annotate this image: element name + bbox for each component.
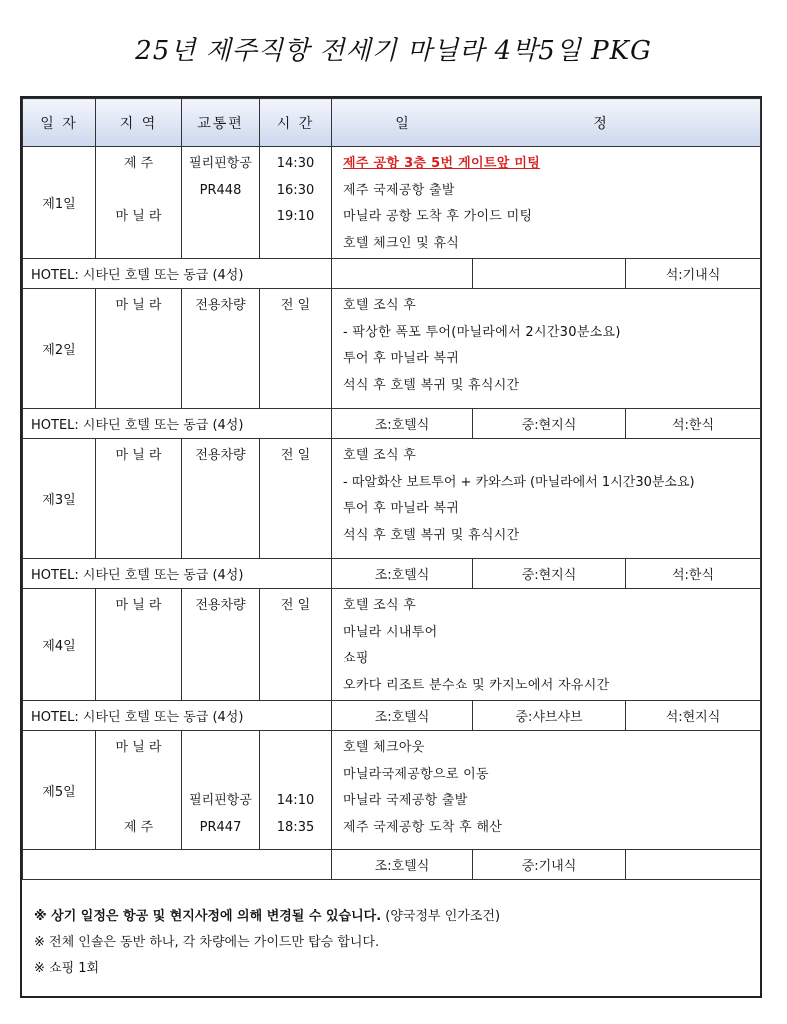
meal-dinner <box>626 850 761 880</box>
header-schedule: 일 정 <box>332 99 761 147</box>
transport-cell <box>182 289 260 409</box>
day-label: 제4일 <box>23 589 96 701</box>
note-guide: ※ 전체 인솔은 동반 하나, 각 차량에는 가이드만 탑승 합니다. <box>34 935 380 950</box>
transport-cell <box>182 439 260 559</box>
time-line: 18:35 <box>276 819 315 835</box>
schedule-line: 오카다 리조트 분수쇼 및 카지노에서 자유시간 <box>343 677 610 693</box>
transport-line: PR447 <box>199 819 242 835</box>
time-line: 전 일 <box>280 298 311 313</box>
schedule-cell <box>332 289 761 409</box>
time-line: 14:30 <box>276 156 315 171</box>
schedule-cell <box>332 147 761 259</box>
schedule-line: 제주 국제공항 출발 <box>343 182 455 198</box>
time-line <box>260 735 331 762</box>
time-cell <box>260 289 332 409</box>
transport-cell <box>182 731 260 850</box>
schedule-line: 마닐라국제공항으로 이동 <box>343 766 489 782</box>
transport-line: 전용차량 <box>195 298 246 313</box>
notes-section <box>34 904 500 982</box>
schedule-cell <box>332 589 761 701</box>
region-cell <box>96 589 182 701</box>
transport-line: 전용차량 <box>195 448 246 463</box>
schedule-line: 마닐라 국제공항 출발 <box>343 793 468 808</box>
day-label: 제5일 <box>23 731 96 850</box>
region-line: 마 닐 라 <box>115 598 162 613</box>
time-line: 전 일 <box>280 598 311 613</box>
transport-line: 필리핀항공 <box>189 156 252 171</box>
day-row <box>23 289 761 409</box>
schedule-line: 제주 국제공항 도착 후 해산 <box>343 819 503 835</box>
region-line: 마 닐 라 <box>115 209 162 224</box>
day-label: 제2일 <box>23 289 96 409</box>
time-line: 19:10 <box>276 209 315 224</box>
day-row <box>23 731 761 850</box>
schedule-line: - 팍상한 폭포 투어(마닐라에서 2시간30분소요) <box>343 324 621 340</box>
region-cell <box>96 439 182 559</box>
region-line: 마 닐 라 <box>115 740 162 755</box>
meal-lunch: 중:샤브샤브 <box>473 701 626 731</box>
hotel-info <box>23 850 332 880</box>
region-line: 마 닐 라 <box>115 448 162 463</box>
schedule-line: 마닐라 공항 도착 후 가이드 미팅 <box>343 209 533 224</box>
header-region: 지 역 <box>96 99 182 147</box>
region-cell <box>96 289 182 409</box>
note-schedule-change <box>34 904 500 930</box>
header-transport: 교통편 <box>182 99 260 147</box>
region-line: 제 주 <box>123 156 154 171</box>
time-line: 14:10 <box>276 793 315 808</box>
time-line: 16:30 <box>276 182 315 198</box>
header-day: 일 자 <box>23 99 96 147</box>
schedule-line: 호텔 체크인 및 휴식 <box>343 235 460 251</box>
meal-lunch: 중:기내식 <box>473 850 626 880</box>
transport-line: PR448 <box>199 182 242 198</box>
schedule-line: 호텔 조식 후 <box>343 448 417 463</box>
meeting-point-highlight: 제주 공항 3층 5번 게이트앞 미팅 <box>343 156 541 171</box>
time-cell <box>260 439 332 559</box>
meal-dinner: 석:기내식 <box>626 259 761 289</box>
meal-row <box>23 850 761 880</box>
day-label: 제1일 <box>23 147 96 259</box>
transport-cell <box>182 589 260 701</box>
meal-breakfast: 조:호텔식 <box>332 701 473 731</box>
schedule-line: - 따알화산 보트투어 + 카와스파 (마닐라에서 1시간30분소요) <box>343 474 695 490</box>
region-line <box>96 788 181 815</box>
hotel-info: HOTEL: 시타딘 호텔 또는 동급 (4성) <box>23 559 332 589</box>
region-cell <box>96 731 182 850</box>
meal-lunch: 중:현지식 <box>473 409 626 439</box>
time-line <box>260 762 331 789</box>
day-label: 제3일 <box>23 439 96 559</box>
transport-line: 전용차량 <box>195 598 246 613</box>
hotel-row <box>23 259 761 289</box>
hotel-row <box>23 701 761 731</box>
meal-lunch: 중:현지식 <box>473 559 626 589</box>
hotel-row <box>23 559 761 589</box>
meal-dinner: 석:현지식 <box>626 701 761 731</box>
region-line: 마 닐 라 <box>115 298 162 313</box>
region-cell <box>96 147 182 259</box>
schedule-line: 마닐라 시내투어 <box>343 624 438 640</box>
meal-dinner: 석:한식 <box>626 409 761 439</box>
itinerary-sheet <box>20 96 762 998</box>
schedule-line: 호텔 체크아웃 <box>343 740 425 755</box>
schedule-line: 투어 후 마닐라 복귀 <box>343 501 460 516</box>
meal-breakfast <box>332 259 473 289</box>
meal-breakfast: 조:호텔식 <box>332 559 473 589</box>
hotel-info: HOTEL: 시타딘 호텔 또는 동급 (4성) <box>23 409 332 439</box>
time-cell <box>260 147 332 259</box>
time-cell <box>260 589 332 701</box>
day-row <box>23 589 761 701</box>
schedule-line: 투어 후 마닐라 복귀 <box>343 351 460 366</box>
note-schedule-change-bold: ※ 상기 일정은 항공 및 현지사정에 의해 변경될 수 있습니다. <box>34 909 382 924</box>
schedule-line: 석식 후 호텔 복귀 및 휴식시간 <box>343 377 520 393</box>
meal-lunch <box>473 259 626 289</box>
region-line <box>96 762 181 789</box>
note-shopping: ※ 쇼핑 1회 <box>34 961 100 976</box>
transport-cell <box>182 147 260 259</box>
region-line <box>96 178 181 205</box>
schedule-line: 호텔 조식 후 <box>343 598 417 613</box>
schedule-line: 호텔 조식 후 <box>343 298 417 313</box>
day-row <box>23 147 761 259</box>
transport-line <box>182 762 259 789</box>
header-time: 시 간 <box>260 99 332 147</box>
time-line: 전 일 <box>280 448 311 463</box>
page-title: 25년 제주직항 전세기 마닐라 4박5일 PKG <box>135 36 652 66</box>
note-schedule-change-extra: (양국정부 인가조건) <box>381 909 501 924</box>
meal-breakfast: 조:호텔식 <box>332 850 473 880</box>
hotel-info: HOTEL: 시타딘 호텔 또는 동급 (4성) <box>23 701 332 731</box>
region-line: 제 주 <box>123 819 154 835</box>
schedule-cell <box>332 439 761 559</box>
schedule-line: 쇼핑 <box>343 651 369 666</box>
schedule-cell <box>332 731 761 850</box>
meal-breakfast: 조:호텔식 <box>332 409 473 439</box>
itinerary-table <box>22 98 761 880</box>
schedule-line: 석식 후 호텔 복귀 및 휴식시간 <box>343 527 520 543</box>
header-row <box>23 99 761 147</box>
hotel-info: HOTEL: 시타딘 호텔 또는 동급 (4성) <box>23 259 332 289</box>
day-row <box>23 439 761 559</box>
hotel-row <box>23 409 761 439</box>
time-cell <box>260 731 332 850</box>
meal-dinner: 석:한식 <box>626 559 761 589</box>
transport-line <box>182 735 259 762</box>
transport-line: 필리핀항공 <box>189 793 252 808</box>
